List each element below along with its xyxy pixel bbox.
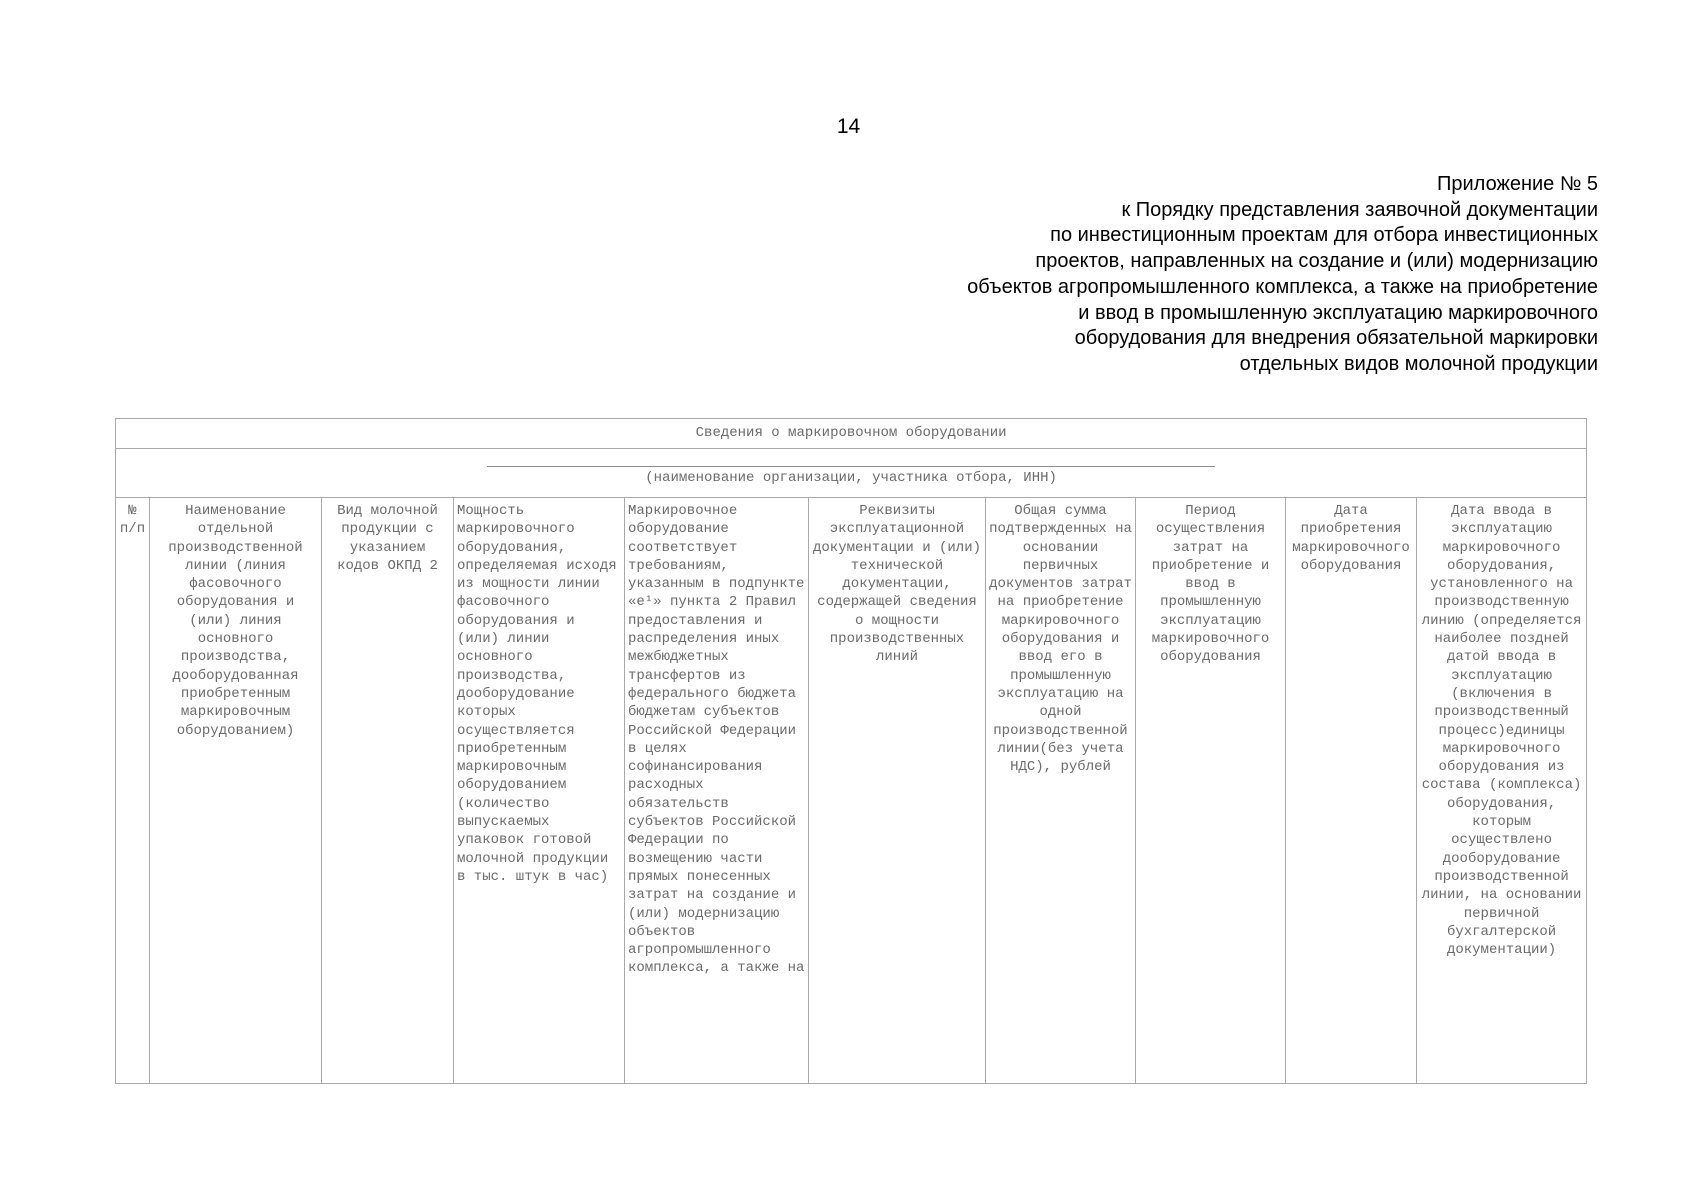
appendix-line: проектов, направленных на создание и (или) модернизацию (1035, 250, 1598, 273)
column-header-compliance: Маркировочное оборудование соответствует требованиям, указанным в подпункте «е¹» пункта 2 Правил предоставления и распределения иных межбюджетных трансфертов из федерального бюджета бюджетам субъектов Российской Федерации в целях софинансирования расходных обязательств субъектов Российской Федерации по возмещению части прямых понесенных затрат на создание и (или) модернизацию объектов агропромышленного комплекса, а также на (625, 498, 809, 1084)
appendix-line: объектов агропромышленного комплекса, а также на приобретение (967, 275, 1598, 298)
column-header-total-cost: Общая сумма подтвержденных на основании первичных документов затрат на приобретение маркировочного оборудования и ввод его в промышленную эксплуатацию на одной производственной линии(без учета НДС), рублей (986, 498, 1136, 1084)
table-header-row (116, 498, 1587, 1084)
appendix-line: Приложение № 5 (1437, 173, 1598, 195)
column-header-line-name: Наименование отдельной производственной линии (линия фасовочного оборудования и (или) линия основного производства, дооборудованная приобретенным маркировочным оборудованием) (150, 498, 322, 1084)
column-header-documentation: Реквизиты эксплуатационной документации и (или) технической документации, содержащей сведения о мощности производственных линий (809, 498, 986, 1084)
organization-row (116, 449, 1587, 498)
column-header-number: № п/п (116, 498, 150, 1084)
table-title: Сведения о маркировочном оборудовании (116, 419, 1587, 449)
organization-caption: (наименование организации, участника отбора, ИНН) (645, 470, 1057, 486)
appendix-line: оборудования для внедрения обязательной маркировки (1074, 327, 1598, 350)
column-header-product-type: Вид молочной продукции с указанием кодов ОКПД 2 (322, 498, 454, 1084)
appendix-header (778, 172, 1598, 378)
organization-blank-line (487, 466, 1215, 467)
appendix-line: отдельных видов молочной продукции (1239, 352, 1598, 375)
appendix-line: и ввод в промышленную эксплуатацию маркировочного (1078, 301, 1598, 324)
column-header-period: Период осуществления затрат на приобретение и ввод в промышленную эксплуатацию маркировочного оборудования (1136, 498, 1286, 1084)
appendix-line: к Порядку представления заявочной документации (1121, 198, 1598, 221)
appendix-line: по инвестиционным проектам для отбора инвестиционных (1050, 224, 1598, 247)
column-header-commissioning-date: Дата ввода в эксплуатацию маркировочного оборудования, установленного на производственную линию (определяется наиболее поздней датой ввода в эксплуатацию (включения в производственный процесс)единицы маркировочного оборудования из состава (комплекса) оборудования, которым осуществлено дооборудование производственной линии, на основании первичной бухгалтерской документации) (1417, 498, 1587, 1084)
page-number: 14 (836, 115, 861, 138)
equipment-table (115, 418, 1587, 1084)
column-header-purchase-date: Дата приобретения маркировочного оборудования (1286, 498, 1417, 1084)
column-header-capacity: Мощность маркировочного оборудования, определяемая исходя из мощности линии фасовочного оборудования и (или) линии основного производства, дооборудование которых осуществляется приобретенным маркировочным оборудованием (количество выпускаемых упаковок готовой молочной продукции в тыс. штук в час) (454, 498, 625, 1084)
